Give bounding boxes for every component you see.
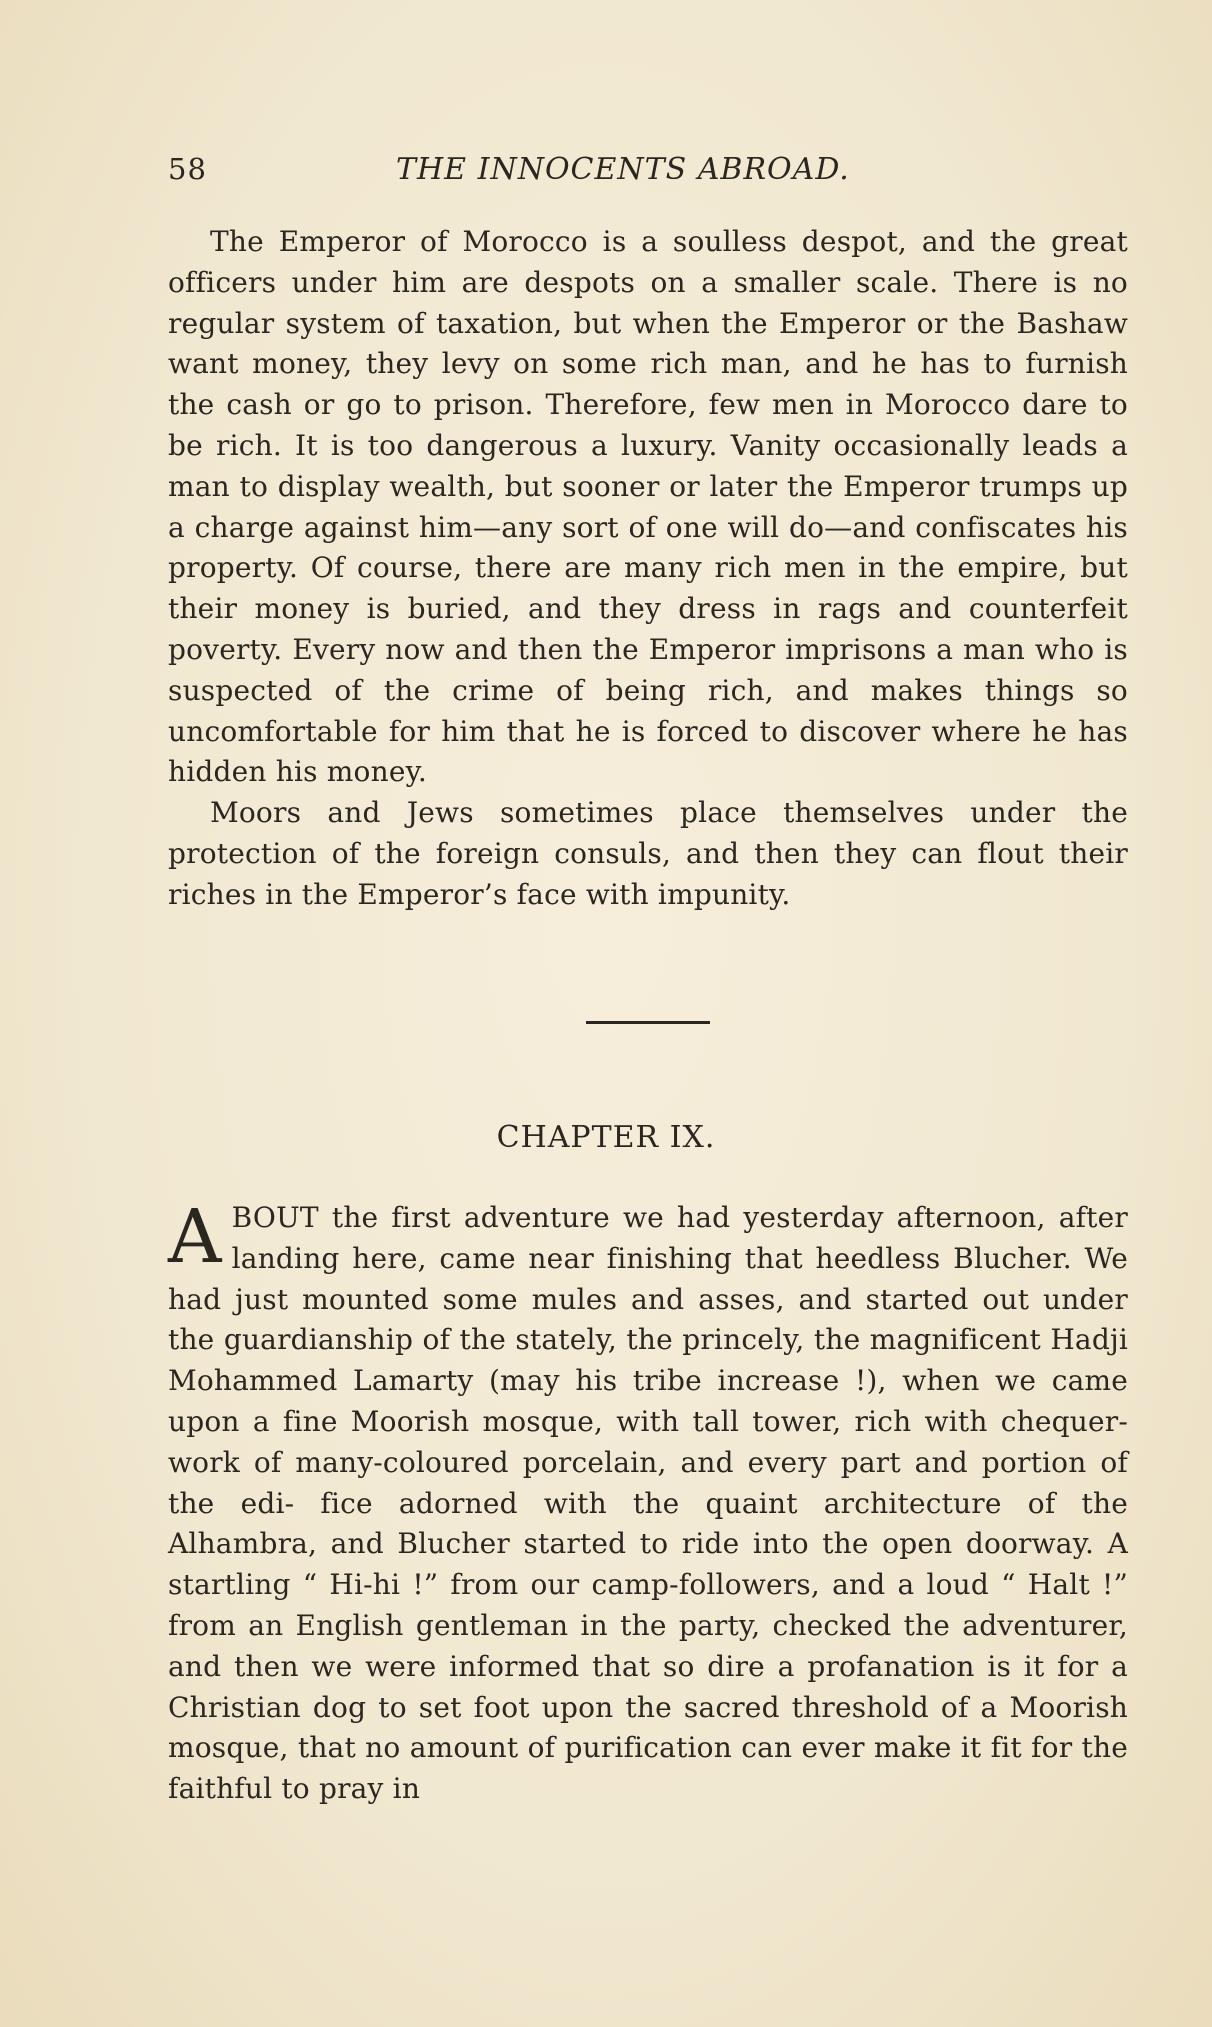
chapter-text [168, 1194, 1128, 1810]
page-number: 58 [168, 152, 207, 186]
paragraph: Moors and Jews sometimes place themselves under the protection of the foreign consuls, and then they can flout their riches in the Emperor’s face with impunity. [168, 796, 1128, 911]
body-text [168, 222, 1128, 916]
drop-cap: A [168, 1194, 222, 1280]
chapter-opening-paragraph [168, 1194, 1128, 1810]
section-divider [586, 1021, 710, 1024]
chapter-title: CHAPTER IX. [496, 1120, 716, 1155]
paragraph: The Emperor of Morocco is a soulless despot, and the great officers under him are despots on a smaller scale. There is no regular system of taxation, but when the Emperor or the Bashaw want money, they levy on some rich man, and he has to furnish the cash or go to prison. Therefore, few men in Morocco dare to be rich. It is too dangerous a luxury. Vanity occasionally leads a man to display wealth, but sooner or later the Emperor trumps up a charge against him—any sort of one will do—and confiscates his property. Of course, there are many rich men in the empire, but their money is buried, and they dress in rags and counterfeit poverty. Every now and then the Emperor imprisons a man who is suspected of the crime of being rich, and makes things so uncomfortable for him that he is forced to discover where he has hidden his money. [168, 225, 1128, 789]
page-header [168, 148, 1128, 196]
running-title: THE INNOCENTS ABROAD. [396, 152, 850, 187]
chapter-paragraph-text: BOUT the first adventure we had yesterday afternoon, after landing here, came near finishing that heedless Blucher. We had just mounted some mules and asses, and started out under the guardianship of the stately, the princely, the magnificent Hadji Mohammed Lamarty (may his tribe increase !), when we came upon a fine Moorish mosque, with tall tower, rich with chequer-work of many-coloured porcelain, and every part and portion of the edi- fice adorned with the quaint architecture of the Alhambra, and Blucher started to ride into the open doorway. A startling “ Hi-hi !” from our camp-followers, and a loud “ Halt !” from an English gentleman in the party, checked the adventurer, and then we were informed that so dire a profanation is it for a Christian dog to set foot upon the sacred threshold of a Moorish mosque, that no amount of purification can ever make it fit for the faithful to pray in [168, 1201, 1128, 1806]
